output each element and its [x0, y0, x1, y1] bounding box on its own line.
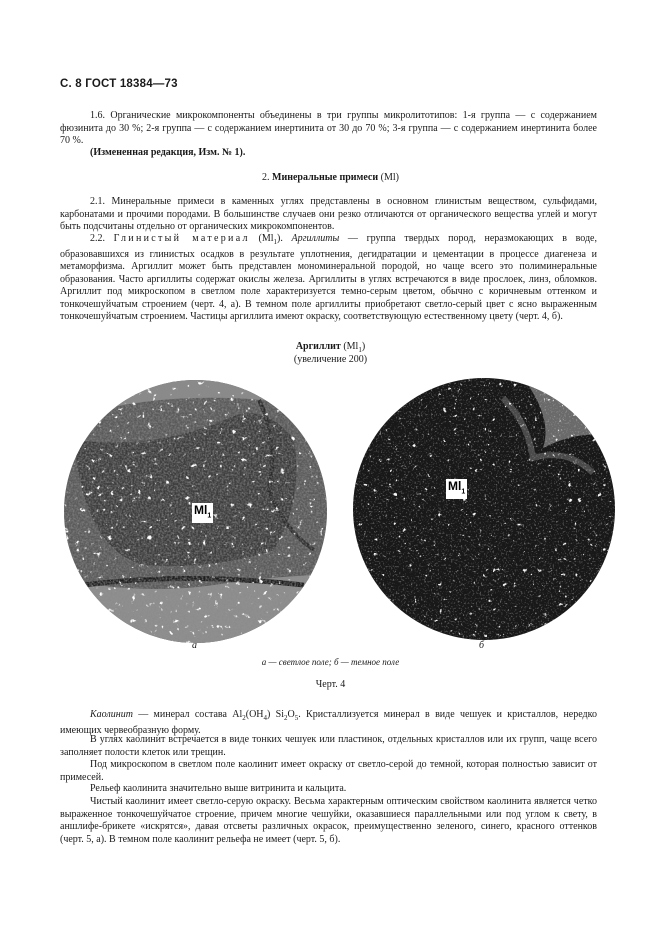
amendment-note: (Измененная редакция, Изм. № 1).: [90, 147, 246, 158]
figure-number: Черт. 4: [315, 679, 346, 690]
paragraph-2-2: 2.2. Глинистый материал $(Ml_1)$. Аргиллиты — группа твердых пород, неразмокающих в воде, образовавшихся из глинистых осадков в результате уплотнения, дегидратации и цементации в процессе диагенеза и метаморфизма. Аргиллит может быть представлен мономинеральной породой, но чаще всего это полиминеральные образования. Часто аргиллиты содержат окислы железа. Аргиллиты в углях встречаются в виде прослоек, линз, обломков. Аргиллит под микроскопом в светлом поле характеризуется темно-серым цветом, обычно с коричневым оттенком и тонкочешуйчатым строением (черт. 4, а). В темном поле аргиллиты приобретают светло-серый цвет с ясно выраженным тонкочешуйчатым строением. Частицы аргиллита имеют окраску, соответствующую естественному цвету (черт. 4, б).: [60, 233, 597, 322]
paragraph-kaolinite-3: Под микроскопом в светлом поле каолинит имеет окраску от светло-серой до темной, которая полностью зависит от примесей.: [60, 759, 597, 783]
paragraph-kaolinite-5: Чистый каолинит имеет светло-серую окраску. Весьма характерным оптическим свойством каолинита является четко выраженное тонкочешуйчатое строение, причем многие чешуйки, оказавшиеся параллельными или под углом к свету, в аншлифе-брикете «искрятся», давая отсветы различных окрасок, преимущественно зеленого, синего, красного оттенков (черт. 5, а). В темном поле каолинит рельефа не имеет (черт. 5, б).: [60, 796, 597, 845]
paragraph-kaolinite-1: Каолинит — минерал состава $Al_2(OH_4)$ $Si_2O_5$. Кристаллизуется минерал в виде чешуек и кристаллов, нередко имеющих червеобразную форму.: [60, 709, 597, 736]
caption-b: б: [479, 640, 485, 651]
figure-legend: а — светлое поле; б — темное поле: [261, 657, 400, 667]
figure-subtitle: (увеличение 200): [293, 354, 368, 365]
micrograph-dark-field: [353, 378, 615, 640]
micrograph-a-label: $Ml_1$: [192, 503, 213, 523]
paragraph-2-1: 2.1. Минеральные примеси в каменных углях представлены в основном глинистым веществом, сульфидами, карбонатами и прочими породами. В большинстве случаев они резко отличаются от органического вещества углей и могут быть подсчитаны отдельно от органических микрокомпонентов.: [60, 196, 597, 232]
section-heading: 2. Минеральные примеси (Ml): [262, 172, 399, 183]
figure-title: Аргиллит $(Ml_1)$: [295, 341, 366, 354]
paragraph-kaolinite-4: Рельеф каолинита значительно выше витринита и кальцита.: [90, 783, 347, 794]
page-header: С. 8 ГОСТ 18384—73: [60, 78, 178, 90]
caption-a: а: [192, 640, 197, 651]
micrograph-b-label: $Ml_1$: [446, 479, 467, 499]
paragraph-kaolinite-2: В углях каолинит встречается в виде тонких чешуек или пластинок, отдельных кристаллов или их групп, чаще всего заполняет полости клеток или трещин.: [60, 734, 597, 758]
paragraph-1-6: 1.6. Органические микрокомпоненты объединены в три группы микролитотипов: 1-я группа — с содержанием фюзинита до 30 %; 2-я группа — с содержанием инертинита от 30 до 70 %; 3-я группа — с содержанием инертинита более 70 %.: [60, 110, 597, 146]
